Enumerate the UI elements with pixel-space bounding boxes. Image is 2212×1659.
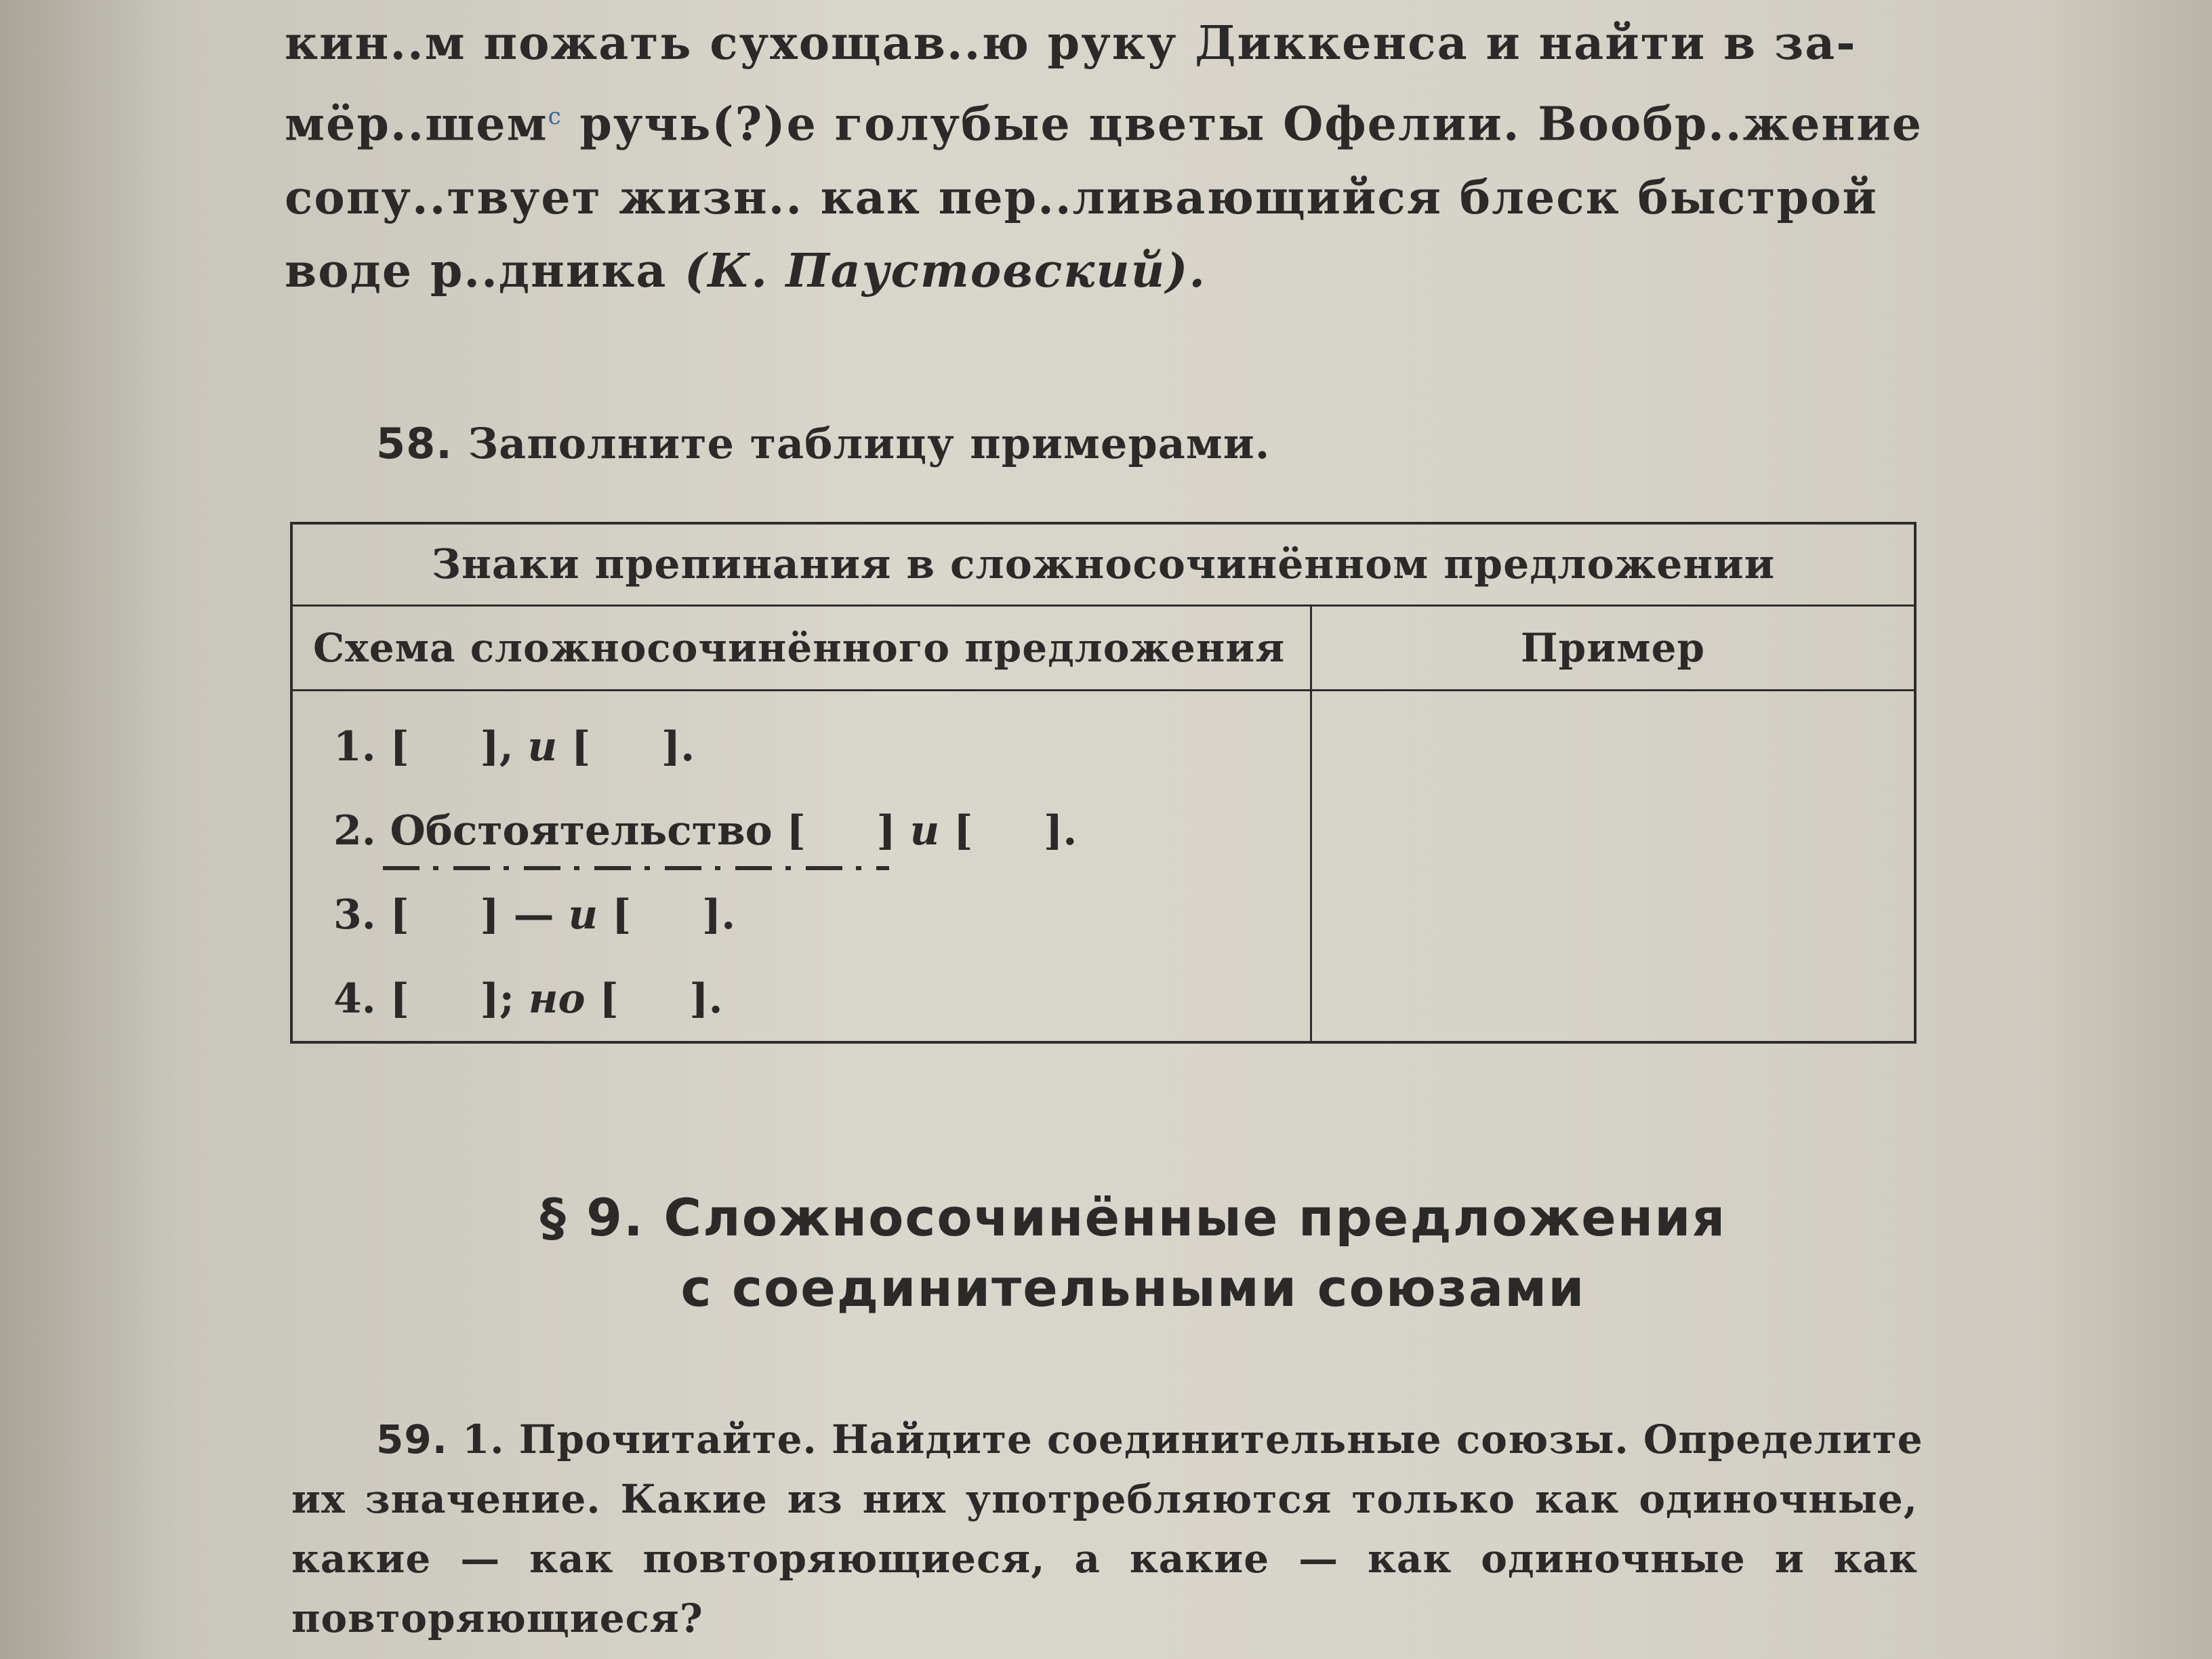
scheme-row: 3. [ ] — и [ ].: [333, 891, 736, 939]
exercise-instruction: Заполните таблицу примерами.: [468, 419, 1271, 468]
table-title: Знаки препинания в сложносочинённом предложении: [291, 523, 1915, 606]
exercise-59-line: какие — как повторяющиеся, а какие — как одиночные и как: [291, 1536, 1918, 1582]
punctuation-table: [290, 522, 1917, 1044]
section-title-line-1: § 9. Сложносочинённые предложения: [539, 1187, 1727, 1248]
adverbial-underline: Обстоятельство [ ]: [376, 789, 896, 873]
scheme-list: [291, 691, 1311, 1043]
exercise-59-line: 59. 1. Прочитайте. Найдите соединительные союзы. Определите: [376, 1416, 1923, 1462]
author-attribution: (К. Паустовский).: [684, 243, 1207, 298]
intro-line: кин..м пожать сухощав..ю руку Диккенса и найти в за-: [285, 16, 1857, 70]
exercise-number: 59.: [376, 1416, 448, 1462]
exercise-58: [376, 419, 1270, 468]
exercise-number: 58.: [376, 419, 453, 468]
example-cell-empty: [1311, 691, 1916, 1043]
scheme-row: 2. Обстоятельство [ ] и [ ].: [333, 789, 1310, 873]
exercise-59-line: повторяющиеся?: [291, 1595, 703, 1641]
intro-paragraph: [285, 7, 1938, 308]
scheme-row: 1. [ ], и [ ].: [333, 723, 695, 771]
section-title-line-2: с соединительными союзами: [680, 1258, 1586, 1318]
exercise-59: [291, 1410, 1923, 1648]
exercise-59-line: их значение. Какие из них употребляются только как одиночные,: [291, 1476, 1918, 1522]
column-header-scheme: Схема сложносочинённого предложения: [291, 606, 1311, 691]
scheme-row: 4. [ ]; но [ ].: [333, 975, 723, 1023]
section-heading: [0, 1183, 2212, 1324]
handwritten-mark: с: [548, 103, 562, 130]
intro-line: воде р..дника (К. Паустовский).: [285, 243, 1207, 298]
intro-line: мёр..шем$^с$ ручь(?)е голубые цветы Офелии. Вообр..жение: [285, 97, 1923, 152]
column-header-example: Пример: [1311, 606, 1916, 691]
intro-line: сопу..твует жизн.. как пер..ливающийся блеск быстрой: [285, 170, 1878, 225]
